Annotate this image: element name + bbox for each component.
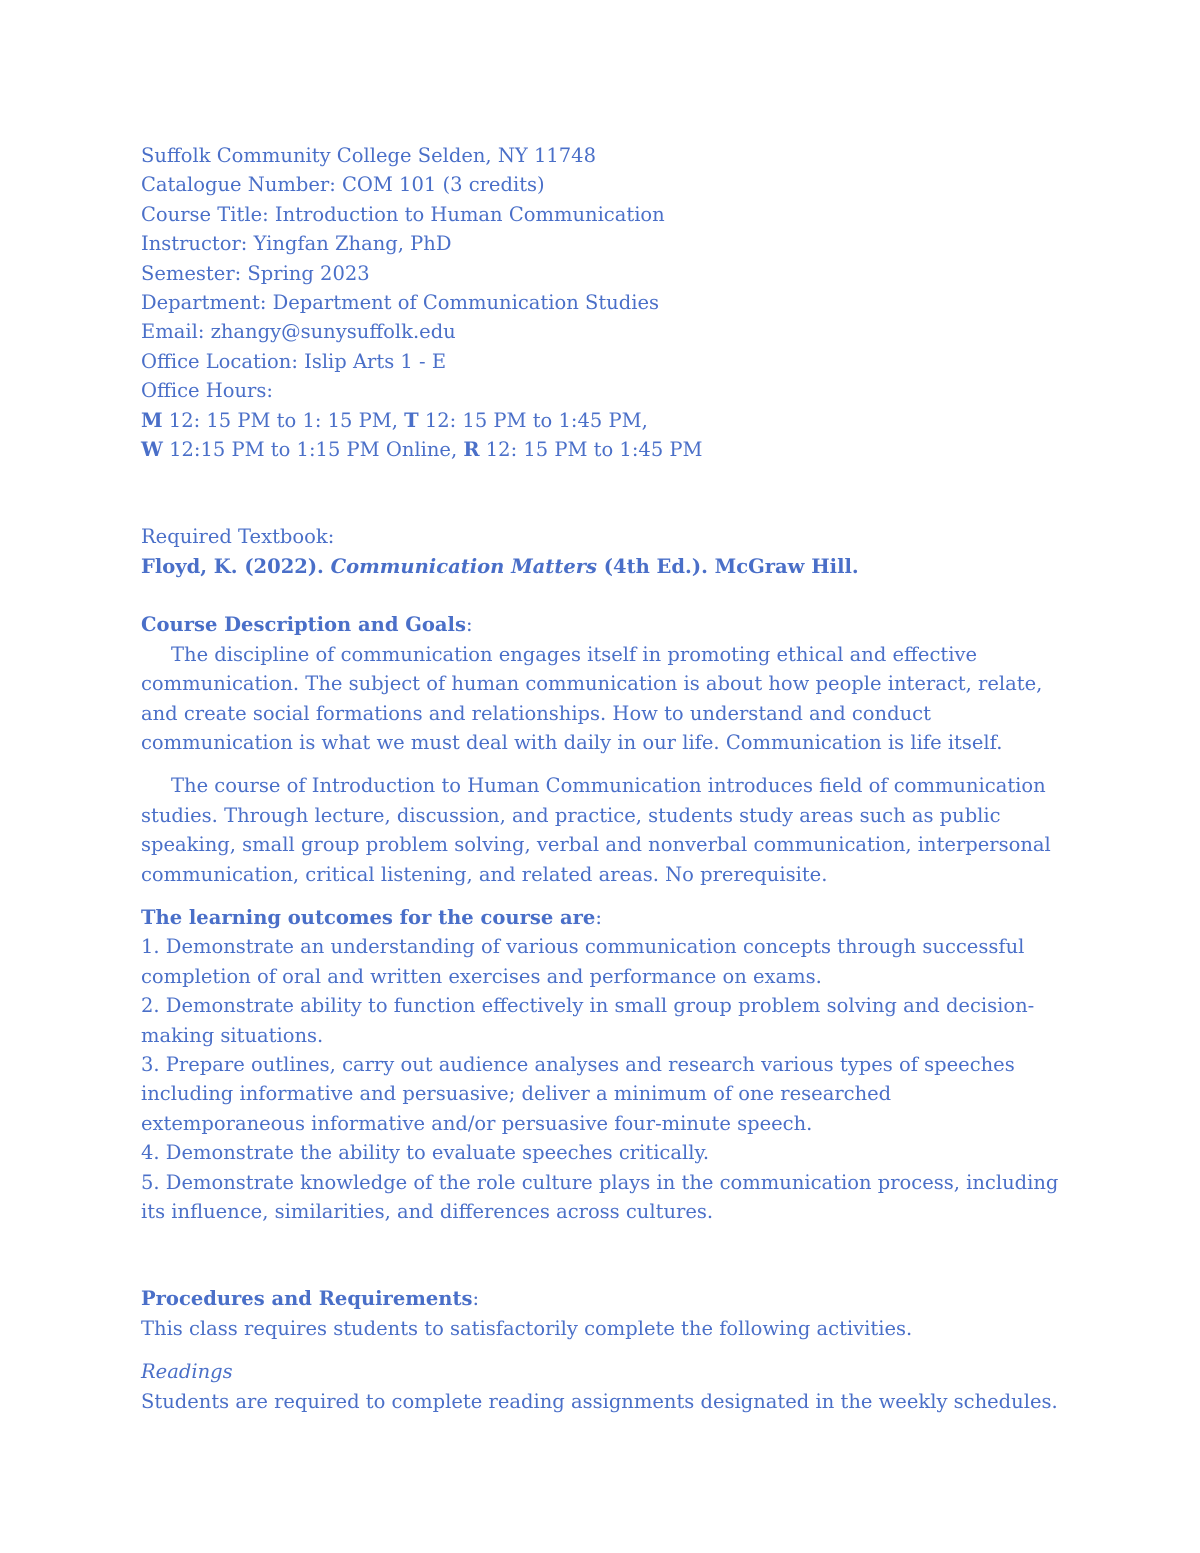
hours-tuesday: 12: 15 PM to 1:45 PM, <box>418 408 648 432</box>
description-paragraph-1: The discipline of communication engages itself in promoting ethical and effective communication. The subject of human communication is about how people interact, relate, and create social formations and relationships. How to understand and conduct communication is what we must deal with daily in our life. Communication is life itself. <box>141 642 1043 754</box>
description-heading: Course Description and Goals <box>141 613 466 637</box>
office-hours-line-2 <box>141 435 1061 464</box>
textbook-label: Required Textbook: <box>141 525 335 549</box>
textbook-author: Floyd, K. (2022). <box>141 554 331 578</box>
textbook-edition: (4th Ed.). McGraw Hill. <box>597 554 859 578</box>
hours-wednesday: 12:15 PM to 1:15 PM Online, <box>162 438 464 462</box>
office-hours-label: Office Hours: <box>141 379 273 403</box>
readings-text: Students are required to complete reading assignments designated in the weekly schedules. <box>141 1389 1058 1413</box>
hours-monday: 12: 15 PM to 1: 15 PM, <box>162 408 405 432</box>
syllabus-page <box>141 141 1061 1416</box>
catalogue-number: Catalogue Number: COM 101 (3 credits) <box>141 173 545 197</box>
outcomes-heading-line <box>141 903 1061 932</box>
procedures-colon: : <box>472 1287 480 1311</box>
procedures-intro: This class requires students to satisfactorily complete the following activities. <box>141 1316 913 1340</box>
day-wednesday: W <box>141 438 163 462</box>
course-title: Course Title: Introduction to Human Communication <box>141 202 665 226</box>
department: Department: Department of Communication Studies <box>141 291 659 315</box>
outcomes-colon: : <box>595 905 602 929</box>
hours-thursday: 12: 15 PM to 1:45 PM <box>479 438 703 462</box>
description-colon: : <box>465 613 473 637</box>
outcome-item-3: 3. Prepare outlines, carry out audience analyses and research various types of speeches including informative and persuasive; deliver a minimum of one researched extemporaneous informative and/or persuasive four-minute speech. <box>141 1052 1015 1135</box>
outcomes-heading: The learning outcomes for the course are <box>141 905 596 929</box>
college-name: Suffolk Community College Selden, NY 11748 <box>141 144 596 167</box>
email: Email: zhangy@sunysuffolk.edu <box>141 320 456 344</box>
procedures-heading: Procedures and Requirements <box>141 1287 473 1311</box>
description-paragraph-2: The course of Introduction to Human Communication introduces field of communication studies. Through lecture, discussion, and practice, students study areas such as public speaking, small group problem solving, verbal and nonverbal communication, interpersonal communication, critical listening, and related areas. No prerequisite. <box>141 774 1051 886</box>
readings-heading: Readings <box>141 1360 233 1384</box>
outcome-item-5: 5. Demonstrate knowledge of the role culture plays in the communication process, including its influence, similarities, and differences across cultures. <box>141 1170 1059 1223</box>
day-tuesday: T <box>404 408 419 432</box>
office-hours-line-1 <box>141 406 1061 435</box>
outcome-item-2: 2. Demonstrate ability to function effectively in small group problem solving and decision-making situations. <box>141 994 1035 1047</box>
day-monday: M <box>141 408 163 432</box>
instructor: Instructor: Yingfan Zhang, PhD <box>141 232 452 256</box>
textbook-title: Communication Matters <box>330 554 597 578</box>
outcome-item-4: 4. Demonstrate the ability to evaluate speeches critically. <box>141 1141 710 1165</box>
description-heading-line <box>141 610 1061 639</box>
procedures-heading-line <box>141 1284 1061 1313</box>
day-thursday: R <box>463 438 480 462</box>
office-location: Office Location: Islip Arts 1 - E <box>141 349 447 373</box>
textbook-citation <box>141 552 1061 581</box>
semester: Semester: Spring 2023 <box>141 261 370 285</box>
outcome-item-1: 1. Demonstrate an understanding of various communication concepts through successful completion of oral and written exercises and performance on exams. <box>141 935 1025 988</box>
